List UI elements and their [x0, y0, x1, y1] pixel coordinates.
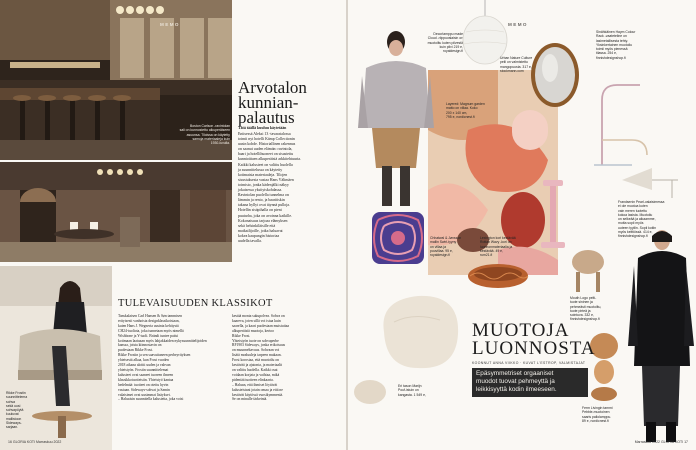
lobby-photo	[0, 162, 232, 262]
model-sweater	[356, 28, 436, 218]
restaurant-photo	[0, 0, 232, 160]
pearl-floor-lamp	[612, 150, 682, 200]
article-column-1: Tanskalaisen Carl Hansen & Søn tammisen erityisesti vanhoista designklassikoistaan, kuten Hans J. Wegneria uusinta kehitystä CH24-tuoliota, joka tunnetaan myös nimellä Wishbone ja Y-tuoli. Brändi tuntee paitsi kotimaan laatuaan myös lahjakkaiden nykysuunnittelijoiden kanssa, joista kiinnostavin on puolestaan Rikke Frost. Rikke Frostin ja sen saavuttaneen perheyrityksen yhteisestä alkaa, kun Frost vuoden 2018 aikana aloitti uuden ja vahvan yhteistyön. Frostin suunnittelemat kalusteet ovat saaneet tuoreen ilmeen klassikkotuotteisiin. Yhteistyö kantaa hedelmää: tuotteet on otettu hyvin vastaan. Sideways-sohvat ja Samin valaisimet ovat uusimmat lisäykset. – Haluaisin suunnitella kalusteita, joka voisi	[118, 314, 207, 402]
memo-label: MEMO	[160, 22, 180, 27]
right-page	[348, 0, 696, 450]
article-title: Arvotalon kunnian- palautus	[238, 78, 307, 127]
side-table	[538, 180, 568, 250]
memo-label-right: MEMO	[508, 22, 528, 27]
left-page	[0, 0, 346, 450]
wavy-basket	[466, 262, 530, 292]
mirror-caption: Urban Nature Culture peili on valmistettu mangopuusta. 317 e, stockmann.com	[500, 56, 533, 73]
basket-caption: Lexington kori kestävää Rottan Wavy -kori on luonnonmateriaalia ja kestävää. 49 e, rum21.fi	[480, 236, 516, 258]
pouf-caption: Eri tason Marijn Pouf-istuin on kangasta. 1 549 e,	[398, 384, 426, 397]
swirl-pillow	[370, 210, 426, 266]
restaurant-caption: Boston Carlson -ravintolan sali on kunnostettu alkuperäiseen asuunsa. Tiloissa on käytetty samoja materiaaleja kuin 1930-luvulla.	[179, 124, 230, 146]
rack-caption: Sinähkäinen Haym Colour Rack -vaateteline on lasimetallisesta tehty. Yksinkertainen muotoilu toimii myös pienessä tilassa. 254 e, finnishdesignshop.fi	[596, 30, 636, 60]
mirror	[528, 40, 582, 110]
right-folio: Marraskuu 2022 GLORIA KOTI 17	[634, 440, 688, 444]
feature-byline: KOONNUT ANNA VIIKKO · KUVAT L'ESTROP, VALMISTAJAT	[472, 361, 586, 365]
article-body-top: Entisessä Aleksi 13 -tavaratalossa toimii nyt hotelli Kämp Collectionin uusin kohde. Historiallinen rakennus on saanut uuden elämän: ravintola, baari ja hotellihuoneet on sisustettu kunnioittaen alkuperäistä arkkitehtuuria. Kaikki kalusteet on valittu huolella ja suunnittelussa on käytetty kotimaisia materiaaleja. Tilojen sisustuksesta vastaa Hans Välimäen toimisto, jonka kädenjälki näkyy jokaisessa yksityiskohdassa. Ravintolan puolella tunnelma on lämmin ja rento, ja baaritiskin takana hyllyt ovat täynnä pulloja. Hotellin sisäpihalla on pieni puutarha, joka on avoinna kaikille. Kokonaisuus tarjoaa elämyksen sekä helsinkiläisille että matkailijoille, jotka haluavat kokea kaupungin historiaa uudella tavalla.	[238, 132, 301, 243]
article-column-2: kestää monta sukupolvea. Sohva on kaareva, joten sillä voi istua kuin saarella, ja kaari puolestaan muistuttaa alkuperäisiä muotoja, kertoo Rikke Frost. Yhteistyön tuote on sohvaperhe RF1903 Sideways, jonka erikoisuus on muunneltavuus. Sohvaan voi lisätä moduuleja tarpeen mukaan. Frost korostaa, että muotoilu on kestävää ja ajatonta, ja materiaalit on valittu huolella. Kaikki osat voidaan korjata ja vaihtaa, mikä pidentää tuotteen elinkaarta. – Haluan, että ihmiset löytävät kalusteistani jotain omaa ja että ne kestävät käytössä vuosikymmeniä. Se on minulle tärkeintä.	[232, 314, 290, 402]
left-folio: 16 GLORIA KOTI Marraskuu 2022	[8, 440, 62, 444]
pebble-caption: Ferm Livingin tammi Pebble-muotoinen saaris pallolamppu. 89 e, nordicnest.fi	[582, 406, 613, 423]
rug-caption: Layered: Magnum garden matto on villaa. Koko 200 x 140 cm, 795 e, nordicnest.fi	[446, 102, 485, 119]
article-lede: Tätä täällä kuuluu käytetään	[238, 126, 287, 130]
section-headline: TULEVAISUUDEN KLASSIKOT	[118, 298, 273, 309]
feature-headline: MUOTOJA LUONNOSTA	[472, 320, 596, 359]
feature-subhead: Epäsymmetriset orgaaniset muodot tuovat pehmeyttä ja leikkisyyttä kodin ilmeeseen.	[472, 368, 588, 397]
pendant-caption: Decorlamppu made Cloud -riippuvalaisin on muotoiltu kuten pilvestä kuin pilvi 219 e, royaldesign.fi	[427, 32, 463, 54]
portrait-caption: Rikke Frostin suunnittelema sohva sekä uusi sohvapöytä kuuluvat mallistoon Sideways- sarjaan.	[6, 391, 28, 430]
lamp-caption: Frandsenin Pearl-valaisimessa ei ole muotoa kuten vain meren tuotettu kokoa lasista. Muotoilu on selkeää ja aikaamme, mutta sopii myös uuteen tyyliin. Sopii kotiin myös keittiössä. 414 e, finnishdesignshop.fi	[618, 200, 665, 239]
pillow-caption: Chhatwal & Jønsson mallin Swirl-tyyny on villaa ja puuvillaa. 95 e, royaldesign.fi	[430, 236, 462, 258]
mouth-chair	[568, 248, 608, 294]
mouth-caption: Mouth Logo pelti- tuote sininen ja pehmeästi muotoiltu, tuote pirteä ja sointuva. 332 e, finnishdesignshop.fi	[570, 296, 602, 322]
pouf	[374, 292, 464, 372]
pouf-small	[352, 372, 388, 406]
portrait-photo	[0, 266, 112, 450]
